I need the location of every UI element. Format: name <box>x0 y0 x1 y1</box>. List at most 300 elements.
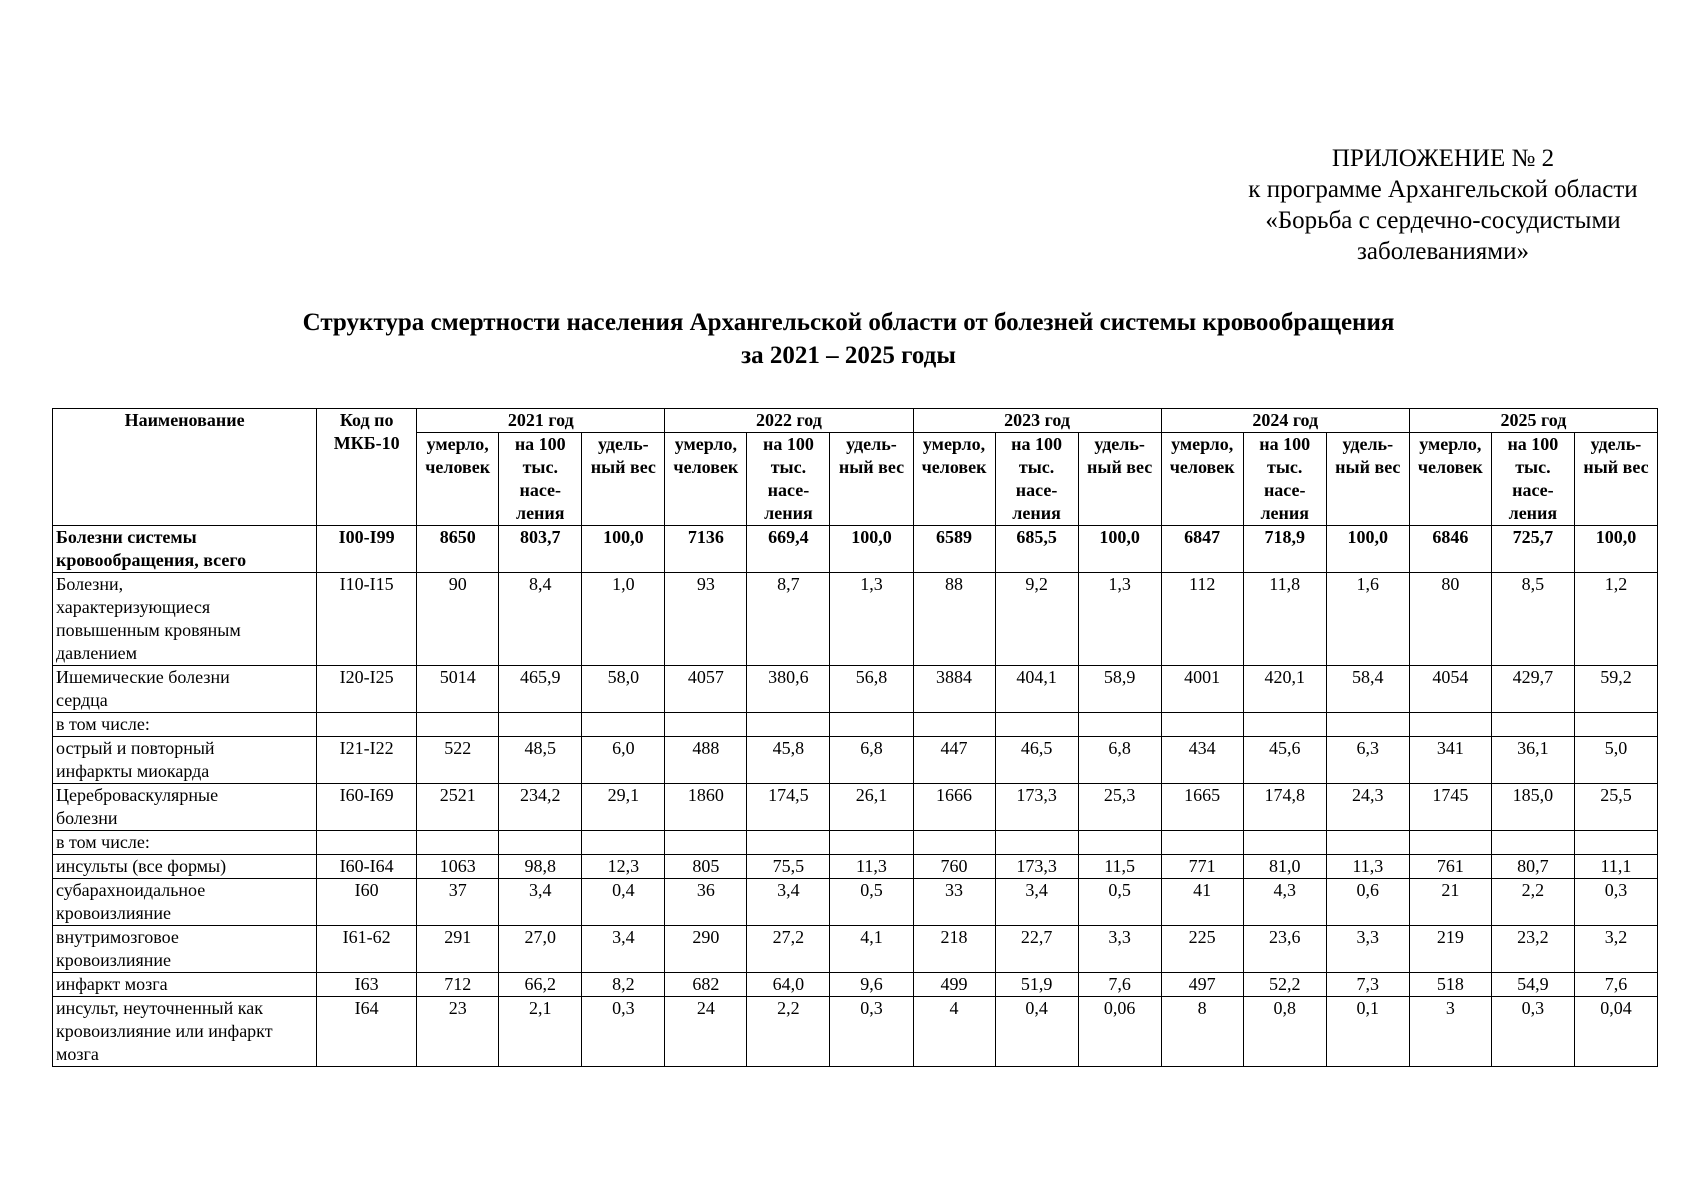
value-cell <box>1243 973 1326 997</box>
header-subcolumn <box>1409 433 1491 526</box>
value-cell <box>1574 997 1657 1067</box>
value-cell <box>1326 855 1409 879</box>
cell-value: 51,9 <box>1020 974 1053 994</box>
value-cell <box>995 831 1078 855</box>
cell-value: 518 <box>1436 974 1464 994</box>
row-name: Ишемические болезни сердца <box>56 667 230 710</box>
header-code-text: Код по МКБ-10 <box>333 410 400 453</box>
row-name: Цереброваскулярные болезни <box>56 785 219 828</box>
header-subcolumn-text: умерло, человек <box>1417 434 1483 477</box>
cell-value: 59,2 <box>1600 667 1632 687</box>
header-subcolumn <box>830 433 913 526</box>
cell-value: 93 <box>696 574 715 594</box>
header-subcolumn <box>665 433 747 526</box>
value-cell <box>1078 573 1161 666</box>
value-cell <box>1161 831 1243 855</box>
value-cell <box>1161 997 1243 1067</box>
value-cell <box>1409 666 1491 713</box>
table-row <box>53 973 1658 997</box>
row-code-cell <box>317 713 417 737</box>
cell-value: 24,3 <box>1352 785 1384 805</box>
value-cell <box>1409 879 1491 926</box>
row-code: I21-I22 <box>339 738 394 758</box>
header-subcolumn <box>1326 433 1409 526</box>
row-code: I00-I99 <box>338 527 395 547</box>
cell-value: 174,8 <box>1264 785 1305 805</box>
value-cell <box>1078 855 1161 879</box>
cell-value: 6,8 <box>1108 738 1131 758</box>
value-cell <box>995 879 1078 926</box>
cell-value: 3,3 <box>1356 927 1380 947</box>
row-name: Болезни, характеризующиеся повышенным кровяным давлением <box>56 574 241 663</box>
cell-value: 8 <box>1197 998 1207 1018</box>
value-cell <box>995 573 1078 666</box>
value-cell <box>913 573 995 666</box>
value-cell <box>830 831 913 855</box>
row-name: субарахноидальное кровоизлияние <box>56 880 206 923</box>
value-cell <box>1491 973 1574 997</box>
cell-value: 761 <box>1436 856 1464 876</box>
table-row <box>53 926 1658 973</box>
cell-value: 11,8 <box>1269 574 1301 594</box>
value-cell <box>665 526 747 573</box>
value-cell <box>1491 997 1574 1067</box>
cell-value: 173,3 <box>1016 856 1057 876</box>
cell-value: 465,9 <box>520 667 561 687</box>
header-code <box>317 409 417 526</box>
value-cell <box>913 973 995 997</box>
value-cell <box>417 526 499 573</box>
value-cell <box>1161 926 1243 973</box>
value-cell <box>417 573 499 666</box>
cell-value: 669,4 <box>768 527 809 547</box>
table-row <box>53 573 1658 666</box>
cell-value: 56,8 <box>855 667 888 687</box>
value-cell <box>830 737 913 784</box>
cell-value: 25,3 <box>1103 785 1136 805</box>
cell-value: 1745 <box>1432 785 1469 805</box>
cell-value: 718,9 <box>1264 527 1305 547</box>
value-cell <box>830 526 913 573</box>
cell-value: 1,3 <box>860 574 883 594</box>
value-cell <box>1161 973 1243 997</box>
cell-value: 7,6 <box>1604 974 1628 994</box>
appendix-block <box>1195 143 1691 267</box>
value-cell <box>747 784 830 831</box>
value-cell <box>582 784 665 831</box>
cell-value: 404,1 <box>1016 667 1057 687</box>
cell-value: 4057 <box>687 667 724 687</box>
value-cell <box>499 573 582 666</box>
header-year-text: 2021 год <box>507 410 574 430</box>
value-cell <box>1409 784 1491 831</box>
value-cell <box>1161 666 1243 713</box>
cell-value: 36,1 <box>1517 738 1549 758</box>
cell-value: 3,4 <box>777 880 800 900</box>
value-cell <box>913 879 995 926</box>
cell-value: 25,5 <box>1600 785 1632 805</box>
value-cell <box>499 713 582 737</box>
row-code: I60-I64 <box>339 856 394 876</box>
cell-value: 0,04 <box>1600 998 1632 1018</box>
value-cell <box>1491 713 1574 737</box>
cell-value: 98,8 <box>524 856 556 876</box>
cell-value: 26,1 <box>855 785 888 805</box>
cell-value: 1665 <box>1184 785 1221 805</box>
cell-value: 447 <box>940 738 968 758</box>
value-cell <box>747 666 830 713</box>
value-cell <box>665 831 747 855</box>
table-row <box>53 666 1658 713</box>
value-cell <box>1574 926 1657 973</box>
value-cell <box>1243 879 1326 926</box>
row-code: I64 <box>354 998 379 1018</box>
cell-value: 4 <box>949 998 959 1018</box>
cell-value: 7,6 <box>1108 974 1131 994</box>
value-cell <box>1161 784 1243 831</box>
row-name-cell <box>53 526 317 573</box>
cell-value: 0,5 <box>860 880 883 900</box>
cell-value: 46,5 <box>1020 738 1053 758</box>
value-cell <box>830 573 913 666</box>
row-name-cell <box>53 997 317 1067</box>
value-cell <box>995 737 1078 784</box>
value-cell <box>913 737 995 784</box>
value-cell <box>1078 831 1161 855</box>
value-cell <box>665 784 747 831</box>
value-cell <box>1409 526 1491 573</box>
value-cell <box>1574 713 1657 737</box>
value-cell <box>1243 737 1326 784</box>
cell-value: 0,4 <box>612 880 635 900</box>
header-year-text: 2025 год <box>1500 410 1567 430</box>
value-cell <box>913 784 995 831</box>
cell-value: 36 <box>696 880 715 900</box>
value-cell <box>1409 737 1491 784</box>
cell-value: 3,2 <box>1604 927 1628 947</box>
value-cell <box>1326 666 1409 713</box>
value-cell <box>830 713 913 737</box>
cell-value: 58,9 <box>1103 667 1136 687</box>
row-name-cell <box>53 855 317 879</box>
value-cell <box>1243 997 1326 1067</box>
value-cell <box>1078 879 1161 926</box>
cell-value: 290 <box>692 927 720 947</box>
value-cell <box>1243 526 1326 573</box>
value-cell <box>1574 855 1657 879</box>
value-cell <box>830 926 913 973</box>
header-subcolumn-text: на 100 тыс. насе- ления <box>762 434 814 523</box>
value-cell <box>830 879 913 926</box>
cell-value: 682 <box>692 974 720 994</box>
value-cell <box>417 666 499 713</box>
value-cell <box>1161 526 1243 573</box>
cell-value: 499 <box>940 974 968 994</box>
header-year <box>665 409 913 433</box>
value-cell <box>913 526 995 573</box>
value-cell <box>1326 879 1409 926</box>
cell-value: 218 <box>940 927 968 947</box>
value-cell <box>1243 666 1326 713</box>
cell-value: 1860 <box>687 785 724 805</box>
value-cell <box>417 713 499 737</box>
value-cell <box>582 879 665 926</box>
cell-value: 9,6 <box>860 974 883 994</box>
cell-value: 0,4 <box>1025 998 1048 1018</box>
value-cell <box>995 973 1078 997</box>
value-cell <box>1243 713 1326 737</box>
value-cell <box>1078 666 1161 713</box>
cell-value: 5,0 <box>1604 738 1628 758</box>
header-subcolumn-text: умерло, человек <box>1169 434 1235 477</box>
row-code: I60 <box>354 880 379 900</box>
row-name-cell <box>53 926 317 973</box>
cell-value: 4,1 <box>860 927 883 947</box>
cell-value: 100,0 <box>851 527 892 547</box>
value-cell <box>1243 784 1326 831</box>
value-cell <box>1078 973 1161 997</box>
row-code-cell <box>317 666 417 713</box>
value-cell <box>913 855 995 879</box>
cell-value: 174,5 <box>768 785 809 805</box>
row-code-cell <box>317 737 417 784</box>
cell-value: 12,3 <box>607 856 640 876</box>
header-subcolumn-text: умерло, человек <box>673 434 739 477</box>
value-cell <box>417 855 499 879</box>
header-year-text: 2024 год <box>1252 410 1319 430</box>
document-title <box>200 306 1497 372</box>
header-subcolumn-text: удель- ный вес <box>590 434 656 477</box>
cell-value: 23 <box>448 998 467 1018</box>
cell-value: 3,4 <box>612 927 635 947</box>
row-code-cell <box>317 526 417 573</box>
cell-value: 380,6 <box>768 667 809 687</box>
value-cell <box>1078 713 1161 737</box>
header-year-text: 2023 год <box>1004 410 1070 430</box>
value-cell <box>1491 737 1574 784</box>
row-name: в том числе: <box>56 832 150 852</box>
value-cell <box>1491 926 1574 973</box>
cell-value: 27,2 <box>772 927 805 947</box>
cell-value: 58,4 <box>1352 667 1384 687</box>
cell-value: 41 <box>1193 880 1212 900</box>
cell-value: 1,3 <box>1108 574 1131 594</box>
value-cell <box>1078 997 1161 1067</box>
value-cell <box>1161 737 1243 784</box>
value-cell <box>1078 784 1161 831</box>
value-cell <box>499 926 582 973</box>
cell-value: 2521 <box>439 785 476 805</box>
value-cell <box>417 973 499 997</box>
value-cell <box>1326 573 1409 666</box>
value-cell <box>665 573 747 666</box>
cell-value: 760 <box>940 856 968 876</box>
table-row <box>53 784 1658 831</box>
cell-value: 7,3 <box>1356 974 1380 994</box>
header-subcolumn <box>582 433 665 526</box>
value-cell <box>665 713 747 737</box>
title-line-1: Структура смертности населения Архангельской области от болезней системы кровообращения <box>302 309 1395 336</box>
cell-value: 21 <box>1441 880 1460 900</box>
value-cell <box>1409 973 1491 997</box>
appendix-line: заболеваниями» <box>1357 238 1529 265</box>
cell-value: 100,0 <box>1595 527 1637 547</box>
value-cell <box>1409 926 1491 973</box>
header-year <box>1409 409 1657 433</box>
cell-value: 725,7 <box>1512 527 1554 547</box>
cell-value: 27,0 <box>524 927 556 947</box>
cell-value: 712 <box>444 974 472 994</box>
table-row <box>53 737 1658 784</box>
cell-value: 80 <box>1441 574 1460 594</box>
value-cell <box>499 879 582 926</box>
header-name-text: Наименование <box>124 410 245 430</box>
cell-value: 100,0 <box>1099 527 1140 547</box>
value-cell <box>582 926 665 973</box>
value-cell <box>1574 879 1657 926</box>
cell-value: 75,5 <box>772 856 805 876</box>
cell-value: 54,9 <box>1517 974 1549 994</box>
cell-value: 3884 <box>936 667 973 687</box>
value-cell <box>830 855 913 879</box>
value-cell <box>582 973 665 997</box>
cell-value: 0,3 <box>612 998 635 1018</box>
cell-value: 1,2 <box>1604 574 1628 594</box>
row-name-cell <box>53 973 317 997</box>
value-cell <box>747 573 830 666</box>
value-cell <box>417 737 499 784</box>
cell-value: 33 <box>945 880 964 900</box>
table-row <box>53 879 1658 926</box>
cell-value: 173,3 <box>1016 785 1057 805</box>
cell-value: 23,6 <box>1268 927 1301 947</box>
appendix-line: «Борьба с сердечно-сосудистыми <box>1265 207 1621 234</box>
value-cell <box>747 879 830 926</box>
cell-value: 434 <box>1188 738 1216 758</box>
header-subcolumn <box>1078 433 1161 526</box>
value-cell <box>1574 666 1657 713</box>
value-cell <box>913 997 995 1067</box>
cell-value: 6847 <box>1184 527 1221 547</box>
value-cell <box>747 855 830 879</box>
cell-value: 1063 <box>439 856 476 876</box>
cell-value: 6,3 <box>1356 738 1380 758</box>
value-cell <box>830 666 913 713</box>
value-cell <box>499 526 582 573</box>
cell-value: 81,0 <box>1268 856 1301 876</box>
value-cell <box>1574 784 1657 831</box>
table-row <box>53 855 1658 879</box>
header-subcolumn-text: удель- ный вес <box>838 434 905 477</box>
row-code-cell <box>317 997 417 1067</box>
cell-value: 420,1 <box>1264 667 1305 687</box>
header-row-years <box>53 409 1658 433</box>
row-name-cell <box>53 737 317 784</box>
table-row <box>53 526 1658 573</box>
value-cell <box>1574 831 1657 855</box>
cell-value: 488 <box>692 738 720 758</box>
value-cell <box>499 666 582 713</box>
cell-value: 8650 <box>439 527 476 547</box>
header-subcolumn <box>913 433 995 526</box>
value-cell <box>995 997 1078 1067</box>
value-cell <box>830 997 913 1067</box>
cell-value: 11,3 <box>1352 856 1384 876</box>
cell-value: 22,7 <box>1020 927 1053 947</box>
header-subcolumn-text: удель- ный вес <box>1335 434 1401 477</box>
header-year-text: 2022 год <box>756 410 822 430</box>
cell-value: 0,3 <box>1604 880 1628 900</box>
value-cell <box>417 926 499 973</box>
row-code-cell <box>317 926 417 973</box>
cell-value: 80,7 <box>1517 856 1549 876</box>
cell-value: 58,0 <box>607 667 640 687</box>
header-subcolumn <box>1574 433 1657 526</box>
value-cell <box>1491 526 1574 573</box>
value-cell <box>830 784 913 831</box>
row-code: I61-62 <box>342 927 391 947</box>
value-cell <box>1491 855 1574 879</box>
cell-value: 0,5 <box>1108 880 1131 900</box>
cell-value: 6,0 <box>612 738 635 758</box>
cell-value: 3,4 <box>1025 880 1048 900</box>
row-name: в том числе: <box>56 714 150 734</box>
header-subcolumn-text: умерло, человек <box>921 434 987 477</box>
cell-value: 1666 <box>936 785 973 805</box>
cell-value: 24 <box>696 998 715 1018</box>
value-cell <box>995 926 1078 973</box>
value-cell <box>1243 573 1326 666</box>
value-cell <box>747 737 830 784</box>
title-line-2: за 2021 – 2025 годы <box>741 342 956 369</box>
cell-value: 1,6 <box>1356 574 1380 594</box>
value-cell <box>1243 926 1326 973</box>
value-cell <box>913 831 995 855</box>
header-subcolumn <box>499 433 582 526</box>
header-subcolumn <box>995 433 1078 526</box>
header-subcolumn-text: удель- ный вес <box>1583 434 1649 477</box>
value-cell <box>747 831 830 855</box>
row-code: I10-I15 <box>339 574 394 594</box>
header-subcolumn <box>747 433 830 526</box>
value-cell <box>665 855 747 879</box>
header-subcolumn-text: на 100 тыс. насе- ления <box>1011 434 1062 523</box>
value-cell <box>665 737 747 784</box>
cell-value: 2,2 <box>777 998 800 1018</box>
cell-value: 2,1 <box>529 998 552 1018</box>
cell-value: 88 <box>945 574 964 594</box>
value-cell <box>582 831 665 855</box>
value-cell <box>1409 573 1491 666</box>
cell-value: 45,8 <box>772 738 805 758</box>
value-cell <box>1409 831 1491 855</box>
row-name-cell <box>53 784 317 831</box>
cell-value: 45,6 <box>1268 738 1301 758</box>
value-cell <box>582 713 665 737</box>
cell-value: 7136 <box>687 527 724 547</box>
value-cell <box>499 973 582 997</box>
value-cell <box>747 973 830 997</box>
cell-value: 90 <box>448 574 467 594</box>
value-cell <box>499 831 582 855</box>
header-subcolumn-text: на 100 тыс. насе- ления <box>514 434 566 523</box>
row-code: I63 <box>354 974 379 994</box>
value-cell <box>665 666 747 713</box>
row-code-cell <box>317 784 417 831</box>
cell-value: 429,7 <box>1512 667 1554 687</box>
cell-value: 11,1 <box>1600 856 1632 876</box>
cell-value: 3,3 <box>1108 927 1131 947</box>
